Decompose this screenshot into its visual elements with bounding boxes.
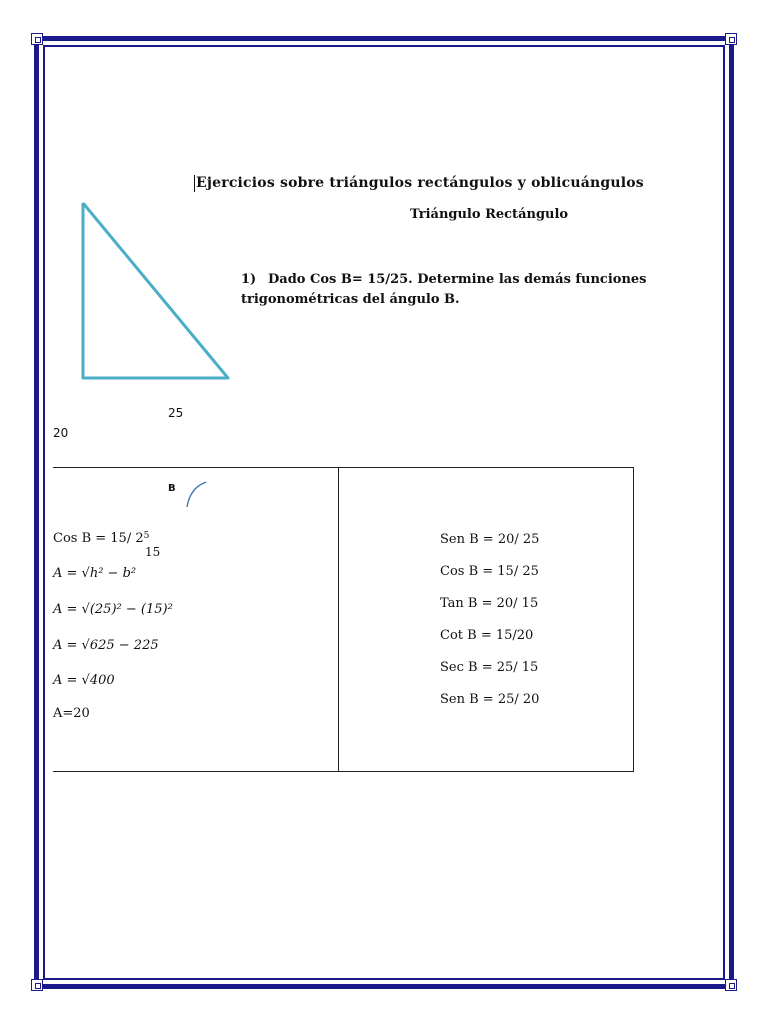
solution-line-substitution: A = √(25)² − (15)² <box>53 602 173 617</box>
solution-line-squares: A = √625 − 225 <box>53 638 159 653</box>
trig-result-item: Sen B = 25/ 20 <box>440 692 540 707</box>
solution-subscript: 15 <box>145 545 161 559</box>
document-subtitle: Triángulo Rectángulo <box>410 207 569 222</box>
solution-table <box>53 467 634 772</box>
angle-arc <box>184 480 210 510</box>
document-title: Ejercicios sobre triángulos rectángulos y oblicuángulos <box>196 175 644 191</box>
solution-line-cos-text: Cos B = 15/ 2 <box>53 531 144 546</box>
trig-result-item: Tan B = 20/ 15 <box>440 596 539 611</box>
question-number: 1) <box>241 272 257 287</box>
solution-line-cos <box>53 531 149 546</box>
triangle-hypotenuse-label: 25 <box>168 406 184 420</box>
angle-label: B <box>168 483 176 494</box>
text-cursor <box>194 175 195 192</box>
right-triangle-figure <box>70 195 240 385</box>
triangle-outline <box>83 203 228 378</box>
solution-line-formula: A = √h² − b² <box>53 566 137 581</box>
solution-line-cos-tail: 5 <box>143 531 150 541</box>
question-text-line2: trigonométricas del ángulo B. <box>241 292 460 307</box>
corner-ornament <box>31 979 43 991</box>
triangle-side-label: 20 <box>53 426 69 440</box>
corner-ornament <box>31 33 43 45</box>
solution-line-result: A=20 <box>53 706 90 721</box>
table-column-divider <box>338 467 339 772</box>
trig-result-item: Sec B = 25/ 15 <box>440 660 539 675</box>
corner-ornament <box>725 33 737 45</box>
corner-ornament <box>725 979 737 991</box>
trig-result-item: Cos B = 15/ 25 <box>440 564 539 579</box>
trig-result-item: Cot B = 15/20 <box>440 628 534 643</box>
solution-line-root: A = √400 <box>53 673 115 688</box>
trig-result-item: Sen B = 20/ 25 <box>440 532 540 547</box>
question-text-line1: Dado Cos B= 15/25. Determine las demás funciones <box>268 272 647 287</box>
